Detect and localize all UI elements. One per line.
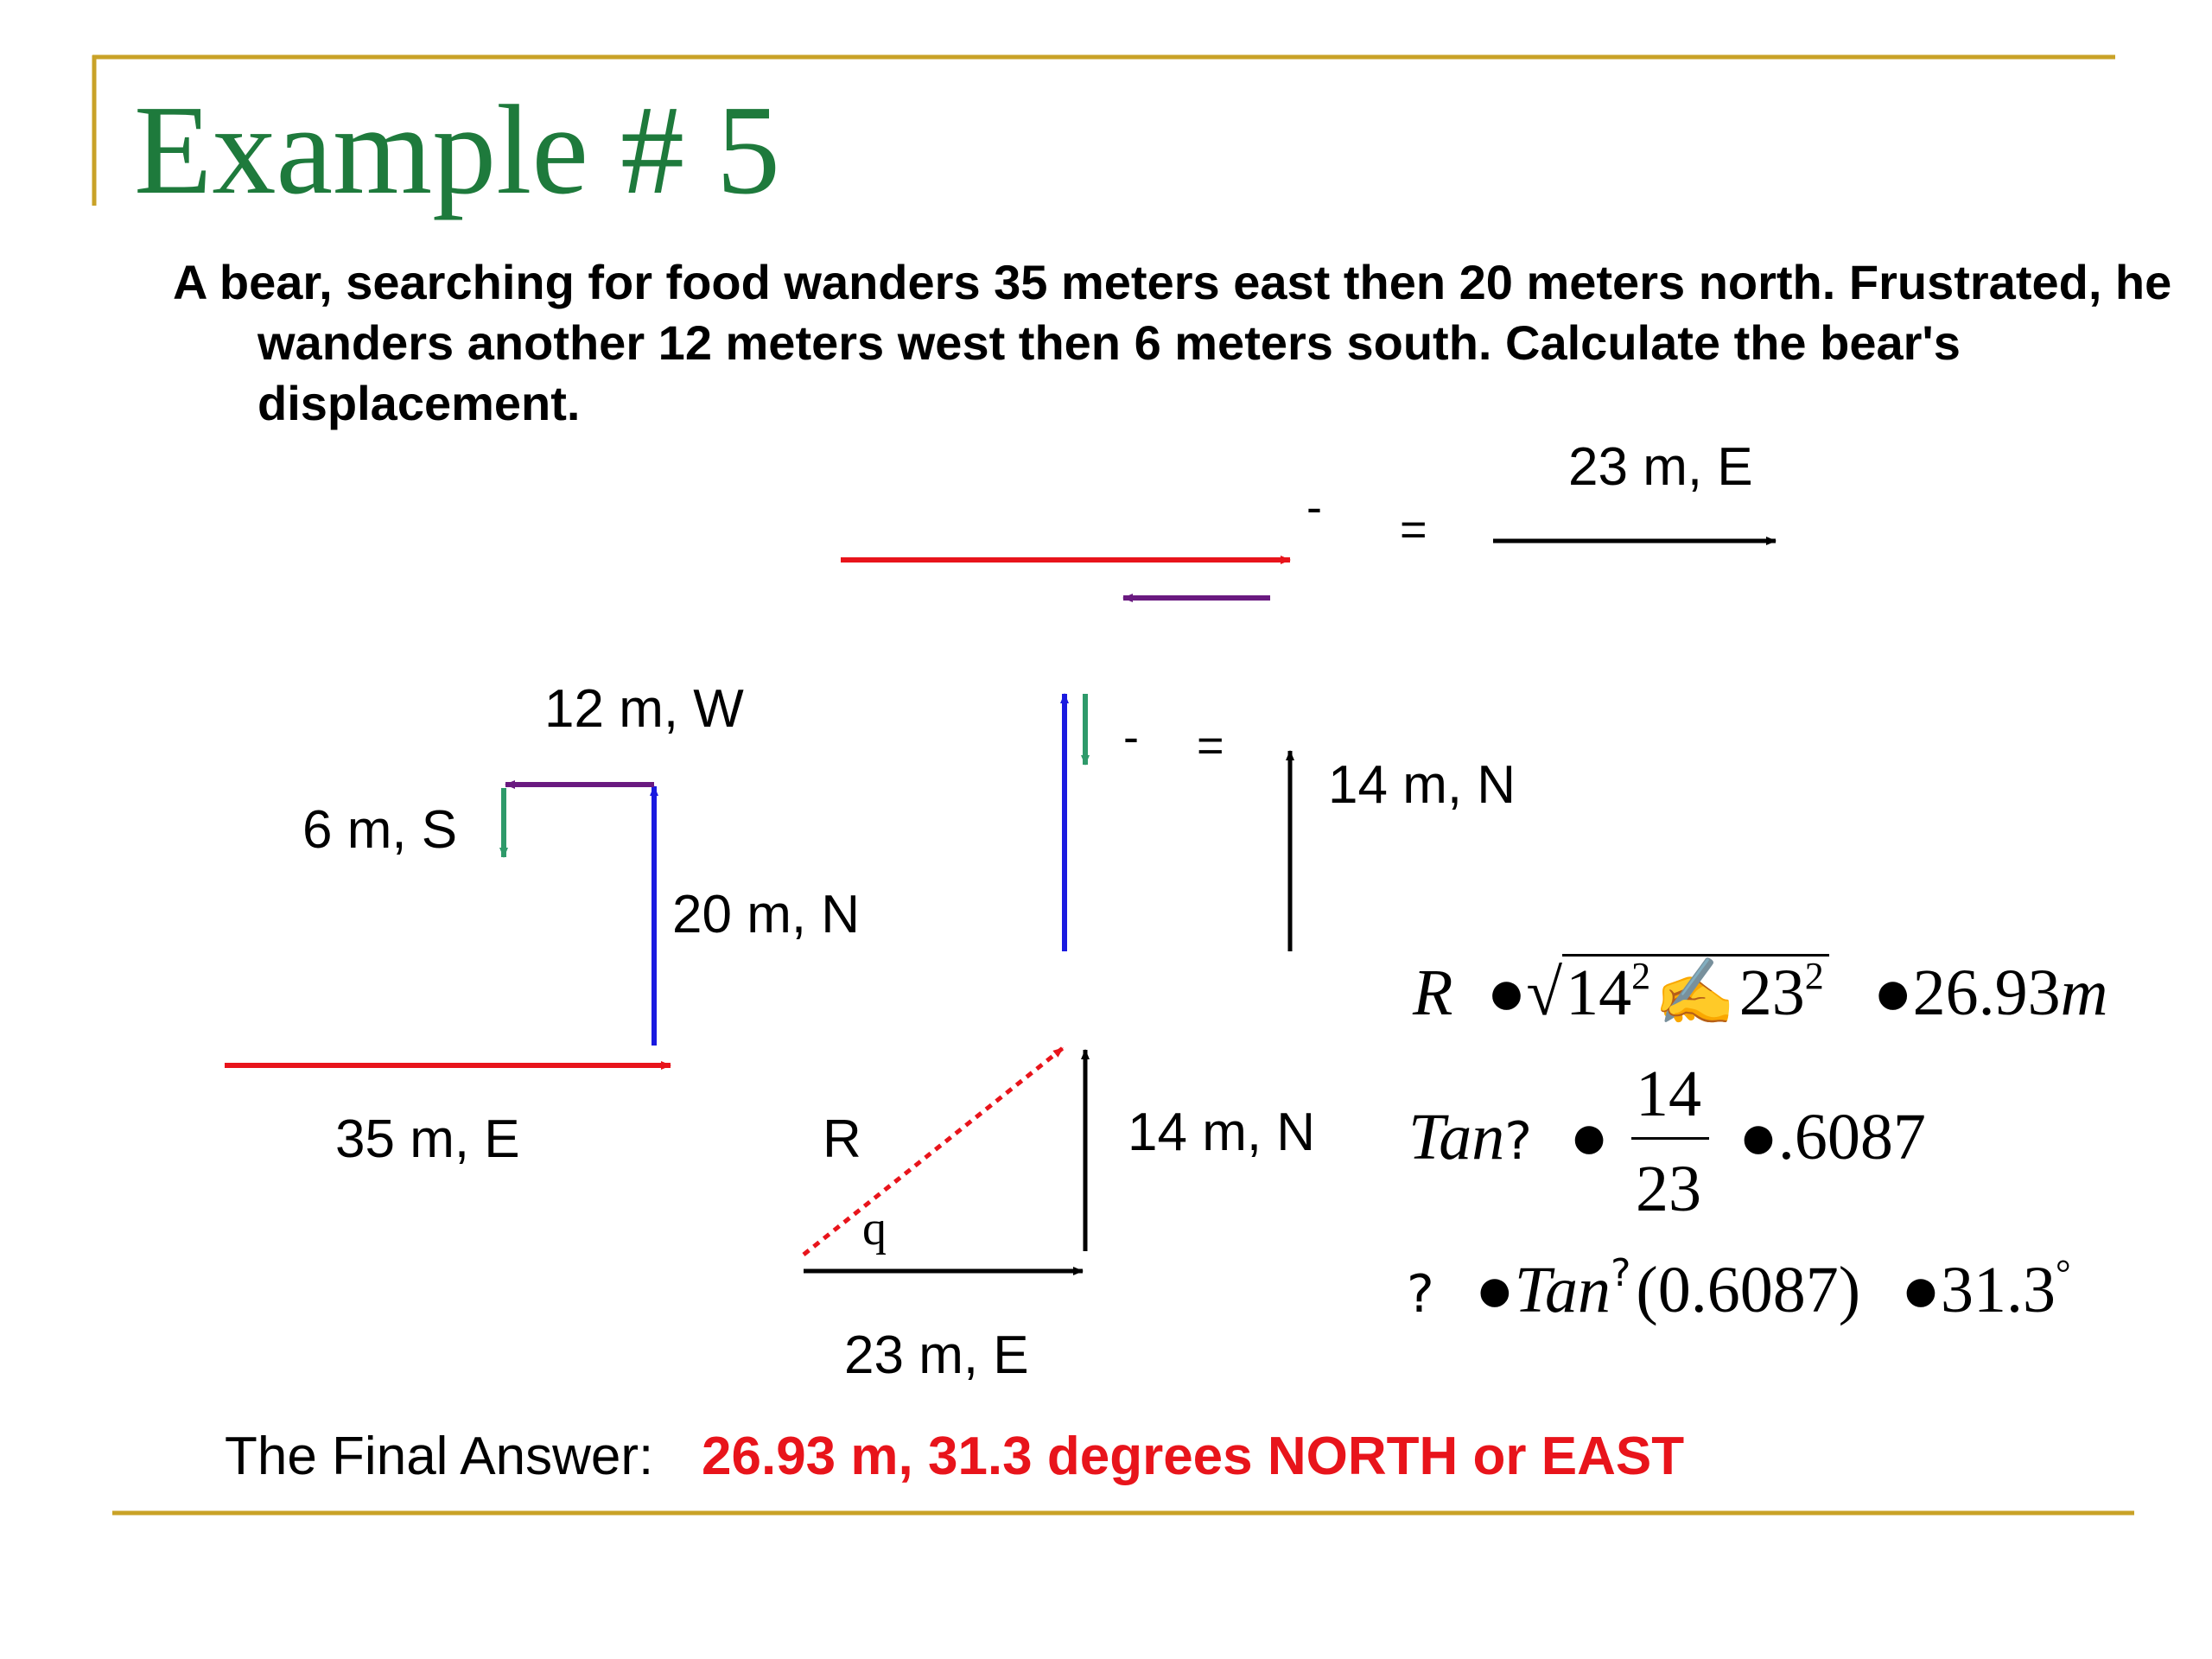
- sqrt-icon: √: [1526, 957, 1563, 1029]
- plus-glyph: ✍: [1654, 957, 1736, 1029]
- tangent-ratio: .6087: [1777, 1101, 1926, 1173]
- equation-angle: [1407, 1251, 2071, 1326]
- equals-glyph: ●: [1738, 1101, 1778, 1173]
- exponent: 2: [1804, 955, 1824, 997]
- south-vector-label: 6 m, S: [302, 800, 458, 860]
- resultant-label: R: [823, 1109, 861, 1169]
- equals-glyph: ●: [1872, 957, 1913, 1029]
- tan-argument: (0.6087): [1636, 1254, 1861, 1326]
- theta-glyph: ?: [1407, 1264, 1434, 1325]
- fraction-denominator: 23: [1636, 1153, 1701, 1225]
- final-answer-value: 26.93 m, 31.3 degrees NORTH or EAST: [702, 1427, 1685, 1486]
- horizontal-equals-sign: =: [1400, 504, 1427, 556]
- triangle-horizontal-label: 23 m, E: [844, 1325, 1029, 1385]
- inverse-exponent: ?: [1611, 1251, 1631, 1295]
- final-answer-label: The Final Answer:: [225, 1427, 654, 1486]
- r-variable: R: [1413, 957, 1453, 1029]
- horizontal-result-label: 23 m, E: [1568, 437, 1753, 497]
- vertical-result-label: 14 m, N: [1328, 755, 1516, 815]
- equation-tangent-rhs: [1738, 1101, 1926, 1173]
- resultant-value: 26.93: [1912, 957, 2061, 1029]
- tan-word: Tan: [1408, 1101, 1505, 1173]
- north-vector-label: 20 m, N: [672, 885, 861, 944]
- square-b: 23: [1738, 957, 1805, 1029]
- equals-glyph: ●: [1486, 957, 1527, 1029]
- east-vector-label: 35 m, E: [335, 1109, 520, 1169]
- tan-word: Tan: [1514, 1254, 1611, 1326]
- angle-theta-label: q: [862, 1202, 887, 1255]
- theta-glyph: ?: [1504, 1111, 1533, 1172]
- equals-glyph: ●: [1901, 1254, 1941, 1326]
- equals-glyph: ●: [1569, 1101, 1610, 1173]
- slide-title: Example # 5: [134, 79, 781, 221]
- horizontal-minus-sign: -: [1306, 481, 1322, 533]
- problem-statement: A bear, searching for food wanders 35 meters east then 20 meters north. Frustrated, he wanders another 12 meters west then 6 meters south. Calculate the bear's displacement.: [173, 255, 2172, 430]
- fraction-numerator: 14: [1636, 1058, 1701, 1130]
- fraction-bar: [1631, 1137, 1709, 1140]
- resultant-unit: m: [2060, 957, 2108, 1029]
- degree-symbol: °: [2055, 1252, 2071, 1294]
- square-a: 14: [1566, 957, 1632, 1029]
- equals-glyph: ●: [1474, 1254, 1515, 1326]
- angle-value: 31.3: [1940, 1254, 2056, 1326]
- equation-tangent-lhs: [1408, 1101, 1610, 1173]
- exponent: 2: [1631, 955, 1651, 997]
- equation-resultant: [1413, 955, 2108, 1029]
- west-vector-label: 12 m, W: [544, 679, 744, 739]
- triangle-vertical-label: 14 m, N: [1128, 1103, 1316, 1162]
- vertical-minus-sign: -: [1123, 711, 1139, 763]
- vertical-equals-sign: =: [1197, 720, 1224, 772]
